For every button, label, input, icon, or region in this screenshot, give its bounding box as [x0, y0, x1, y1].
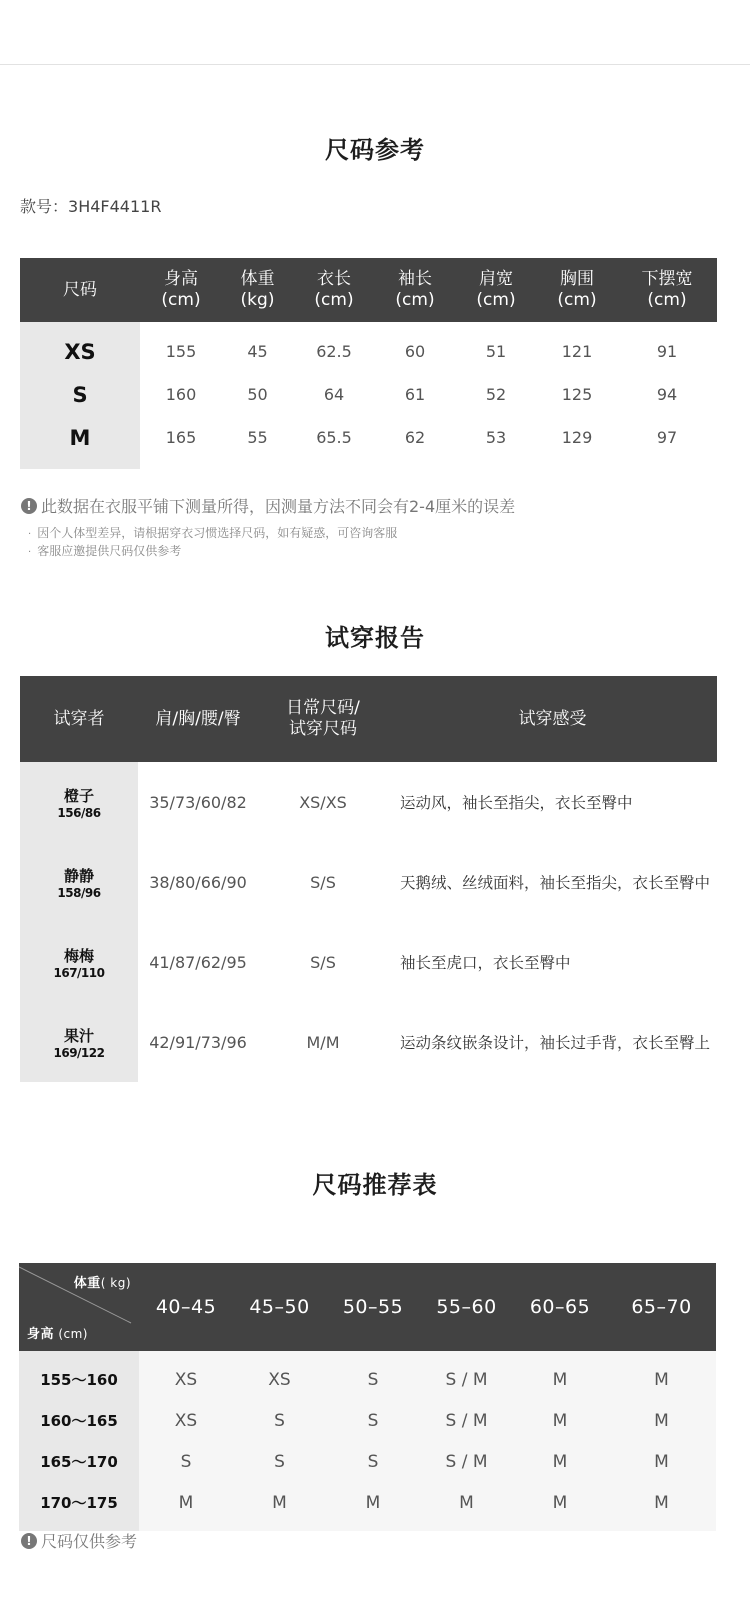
recommended-size: M [233, 1482, 326, 1531]
table-row [20, 416, 717, 469]
header-text: 下摆宽 (cm) [641, 269, 693, 310]
header-cell: 尺码 [20, 258, 140, 322]
table-row [19, 1351, 716, 1400]
size-label: S [20, 373, 140, 416]
table-cell: 50 [247, 385, 268, 404]
recommended-size: S [139, 1441, 233, 1482]
body-measurements: 41/87/62/95 [149, 952, 247, 972]
header-cell [617, 258, 717, 322]
table-cell: 97 [656, 428, 678, 447]
header-text: 衣长 (cm) [314, 269, 354, 310]
recommended-size: M [420, 1482, 513, 1531]
table-cell: 125 [561, 385, 593, 404]
sub-note [28, 524, 397, 541]
top-divider [0, 64, 750, 65]
recommended-size: S [326, 1400, 420, 1441]
tester-cell [20, 1002, 138, 1082]
body-measurements: 38/80/66/90 [149, 872, 247, 892]
tester-cell [20, 922, 138, 1002]
table-cell: 129 [561, 428, 593, 447]
recommended-size: S [233, 1400, 326, 1441]
recommended-size: M [607, 1441, 716, 1482]
table-cell: 121 [561, 342, 593, 361]
fit-feeling: 运动条纹嵌条设计，袖长过手背，衣长至臀上 [400, 1034, 711, 1052]
weight-range: 50–55 [326, 1263, 420, 1351]
reference-note [21, 1529, 137, 1552]
tester-cell [20, 762, 138, 842]
table-cell: 60 [404, 342, 426, 361]
size-recommendation-table [19, 1263, 716, 1531]
fit-feeling: 袖长至虎口，衣长至臀中 [400, 954, 571, 972]
table-row [20, 373, 717, 416]
recommended-size: M [513, 1400, 607, 1441]
table-row [19, 1400, 716, 1441]
recommended-size: M [513, 1482, 607, 1531]
header-text: 袖长 (cm) [395, 269, 435, 310]
recommended-size: M [607, 1482, 716, 1531]
weight-range: 45–50 [233, 1263, 326, 1351]
weight-range: 60–65 [513, 1263, 607, 1351]
recommended-size: XS [139, 1400, 233, 1441]
tester-height-weight: 156/86 [57, 805, 101, 820]
table-cell: 62.5 [316, 342, 352, 361]
rec-table-header [19, 1263, 716, 1351]
table-row [19, 1441, 716, 1482]
size-table-header [20, 258, 717, 322]
table-cell: 65.5 [316, 428, 352, 447]
height-range: 165～170 [19, 1441, 139, 1482]
recommended-size: XS [233, 1351, 326, 1400]
table-cell: 53 [485, 428, 507, 447]
size-label: XS [20, 322, 140, 373]
table-cell: 64 [323, 385, 345, 404]
table-cell: 94 [656, 385, 678, 404]
fit-feeling: 天鹅绒、丝绒面料，袖长至指尖，衣长至臀中 [400, 874, 711, 892]
size-recommendation-title: 尺码推荐表 [312, 1171, 438, 1199]
recommended-size: M [326, 1482, 420, 1531]
table-cell: 52 [485, 385, 507, 404]
header-cell: 试穿者 [20, 676, 138, 762]
height-range: 160～165 [19, 1400, 139, 1441]
weight-axis-label [74, 1272, 131, 1291]
size-pair: S/S [310, 872, 336, 892]
recommended-size: S [326, 1351, 420, 1400]
size-table [20, 258, 717, 469]
header-cell [258, 676, 388, 762]
recommended-size: M [513, 1351, 607, 1400]
tester-name: 果汁 [63, 1026, 94, 1045]
table-cell: 45 [247, 342, 268, 361]
weight-label: 体重 [73, 1276, 101, 1291]
body-measurements: 42/91/73/96 [149, 1032, 247, 1052]
tester-cell [20, 842, 138, 922]
size-reference-title: 尺码参考 [325, 136, 425, 164]
table-row [20, 922, 717, 1002]
header-text: 身高 (cm) [161, 269, 201, 310]
tester-height-weight: 167/110 [53, 965, 105, 980]
recommended-size: M [139, 1482, 233, 1531]
corner-header [19, 1263, 139, 1351]
table-cell: 55 [247, 428, 268, 447]
recommended-size: XS [139, 1351, 233, 1400]
recommended-size: M [607, 1400, 716, 1441]
recommended-size: S / M [420, 1441, 513, 1482]
tester-name: 橙子 [63, 786, 94, 805]
size-pair: M/M [306, 1032, 340, 1052]
fit-report-title: 试穿报告 [325, 624, 425, 652]
weight-range: 65–70 [607, 1263, 716, 1351]
tester-name: 静静 [63, 866, 94, 885]
tester-name: 梅梅 [63, 946, 94, 965]
height-range: 155～160 [19, 1351, 139, 1400]
header-cell [293, 258, 375, 322]
table-cell: 155 [165, 342, 197, 361]
exclamation-circle-icon: ! [21, 498, 37, 514]
bullet-icon: · [28, 529, 32, 540]
sub-note-text: 因个人体型差异，请根据穿衣习惯选择尺码，如有疑惑，可咨询客服 [37, 526, 398, 540]
measurement-note-text: 此数据在衣服平铺下测量所得，因测量方法不同会有2-4厘米的误差 [41, 497, 516, 516]
sub-note-text: 客服应邀提供尺码仅供参考 [37, 544, 182, 558]
table-cell: 160 [165, 385, 197, 404]
header-cell [455, 258, 537, 322]
header-cell [375, 258, 455, 322]
table-row [20, 1002, 717, 1082]
table-row [20, 842, 717, 922]
table-row [19, 1482, 716, 1531]
header-text: 肩宽 (cm) [476, 269, 516, 310]
exclamation-circle-icon: ! [21, 1533, 37, 1549]
table-cell: 62 [404, 428, 426, 447]
body-measurements: 35/73/60/82 [149, 792, 247, 812]
recommended-size: M [513, 1441, 607, 1482]
header-cell [537, 258, 617, 322]
weight-unit: ( kg) [100, 1276, 131, 1290]
header-cell: 试穿感受 [388, 676, 717, 762]
recommended-size: M [607, 1351, 716, 1400]
header-text: 日常尺码/ 试穿尺码 [286, 698, 360, 739]
header-text: 体重 (kg) [240, 269, 275, 310]
weight-range: 55–60 [420, 1263, 513, 1351]
recommended-size: S [233, 1441, 326, 1482]
recommended-size: S / M [420, 1400, 513, 1441]
height-label: 身高 [27, 1327, 55, 1342]
height-range: 170～175 [19, 1482, 139, 1531]
size-pair: S/S [310, 952, 336, 972]
weight-range: 40–45 [139, 1263, 233, 1351]
table-cell: 165 [165, 428, 197, 447]
model-label: 款号： [20, 197, 69, 216]
table-row [20, 322, 717, 373]
header-text: 胸围 (cm) [557, 269, 597, 310]
size-label: M [20, 416, 140, 469]
measurement-note [21, 494, 515, 517]
header-cell [140, 258, 222, 322]
tester-height-weight: 158/96 [57, 885, 101, 900]
model-value: 3H4F4411R [68, 197, 162, 216]
fit-table-header [20, 676, 717, 762]
table-cell: 91 [656, 342, 678, 361]
recommended-size: S [326, 1441, 420, 1482]
table-cell: 51 [485, 342, 507, 361]
table-row [20, 762, 717, 842]
header-cell [222, 258, 293, 322]
reference-note-text: 尺码仅供参考 [41, 1532, 138, 1551]
height-unit: (cm) [54, 1327, 88, 1341]
fit-feeling: 运动风，袖长至指尖，衣长至臀中 [400, 794, 633, 812]
tester-height-weight: 169/122 [53, 1045, 105, 1060]
size-pair: XS/XS [299, 792, 347, 812]
table-cell: 61 [404, 385, 426, 404]
model-number [20, 194, 161, 217]
bullet-icon: · [28, 547, 32, 558]
header-cell: 肩/胸/腰/臀 [138, 676, 258, 762]
recommended-size: S / M [420, 1351, 513, 1400]
height-axis-label [27, 1323, 88, 1342]
sub-note [28, 542, 181, 559]
fit-report-table [20, 676, 717, 1082]
